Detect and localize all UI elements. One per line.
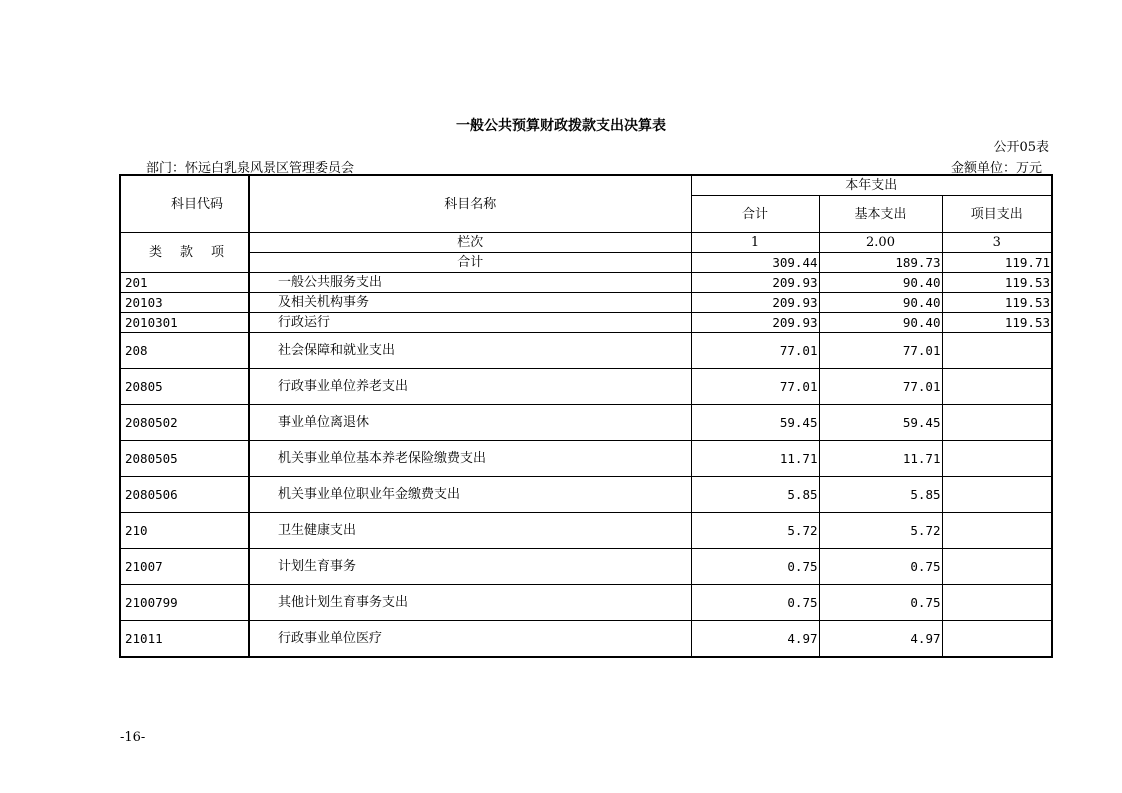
row-total: 5.72 [691,513,819,549]
row-project [942,585,1052,621]
row-project [942,549,1052,585]
row-basic: 90.40 [819,313,942,333]
project-header: 项目支出 [942,196,1052,233]
row-project: 119.53 [942,273,1052,293]
column-row-label: 栏次 [249,233,691,253]
row-name: 事业单位离退休 [249,405,691,441]
row-basic: 90.40 [819,293,942,313]
row-basic: 77.01 [819,333,942,369]
row-name: 计划生育事务 [249,549,691,585]
basic-header: 基本支出 [819,196,942,233]
row-name: 行政事业单位医疗 [249,621,691,658]
row-basic: 77.01 [819,369,942,405]
row-project: 119.53 [942,293,1052,313]
name-header: 科目名称 [249,175,691,233]
code-header-cell [120,175,249,233]
row-name: 社会保障和就业支出 [249,333,691,369]
row-code: 20103 [120,293,249,313]
row-name: 行政事业单位养老支出 [249,369,691,405]
row-basic: 0.75 [819,549,942,585]
table-row [120,313,1052,333]
row-basic: 5.85 [819,477,942,513]
row-code: 2100799 [120,585,249,621]
row-code: 2080502 [120,405,249,441]
row-code: 20805 [120,369,249,405]
row-name: 卫生健康支出 [249,513,691,549]
total-header: 合计 [691,196,819,233]
row-total: 209.93 [691,273,819,293]
table-row [120,293,1052,313]
row-total: 11.71 [691,441,819,477]
row-basic: 11.71 [819,441,942,477]
row-name: 行政运行 [249,313,691,333]
row-code: 210 [120,513,249,549]
row-project [942,477,1052,513]
row-total: 59.45 [691,405,819,441]
row-code: 2010301 [120,313,249,333]
row-basic: 4.97 [819,621,942,658]
column-index-1: 1 [691,233,819,253]
row-name: 及相关机构事务 [249,293,691,313]
row-basic: 90.40 [819,273,942,293]
row-project [942,333,1052,369]
row-total: 4.97 [691,621,819,658]
row-basic: 5.72 [819,513,942,549]
row-project [942,405,1052,441]
table-row [120,549,1052,585]
unit-label: 金额单位：万元 [950,161,1042,176]
row-total: 0.75 [691,585,819,621]
xiang-label: 项 [210,245,224,260]
row-total: 77.01 [691,369,819,405]
page-number: -16- [120,730,146,745]
expenditure-table [119,174,1053,658]
row-project [942,441,1052,477]
table-row [120,513,1052,549]
total-row-project: 119.71 [942,253,1052,273]
department-label: 部门：怀远白乳泉风景区管理委员会 [146,161,355,176]
row-project [942,369,1052,405]
row-name: 其他计划生育事务支出 [249,585,691,621]
row-code: 21007 [120,549,249,585]
row-code: 21011 [120,621,249,658]
row-total: 209.93 [691,293,819,313]
column-index-3: 3 [942,233,1052,253]
row-name: 机关事业单位职业年金缴费支出 [249,477,691,513]
row-code: 201 [120,273,249,293]
row-code: 208 [120,333,249,369]
row-total: 77.01 [691,333,819,369]
table-row [120,273,1052,293]
row-basic: 0.75 [819,585,942,621]
row-name: 一般公共服务支出 [249,273,691,293]
total-row-basic: 189.73 [819,253,942,273]
table-row [120,621,1052,658]
column-index-2: 2.00 [819,233,942,253]
row-name: 机关事业单位基本养老保险缴费支出 [249,441,691,477]
row-total: 0.75 [691,549,819,585]
row-code: 2080506 [120,477,249,513]
table-row [120,333,1052,369]
total-row-total: 309.44 [691,253,819,273]
total-row-label: 合计 [249,253,691,273]
table-row [120,441,1052,477]
row-project [942,621,1052,658]
table-row [120,405,1052,441]
row-total: 5.85 [691,477,819,513]
row-project: 119.53 [942,313,1052,333]
kuan-label: 款 [179,245,193,260]
row-total: 209.93 [691,313,819,333]
code-header: 科目代码 [171,196,224,212]
table-row [120,369,1052,405]
row-project [942,513,1052,549]
form-number: 公开05表 [993,140,1049,155]
category-labels [120,233,249,273]
lei-label: 类 [149,245,163,260]
table-row [120,585,1052,621]
row-basic: 59.45 [819,405,942,441]
row-code: 2080505 [120,441,249,477]
table-row [120,477,1052,513]
current-year-header: 本年支出 [691,175,1052,196]
page-title: 一般公共预算财政拨款支出决算表 [456,118,666,134]
